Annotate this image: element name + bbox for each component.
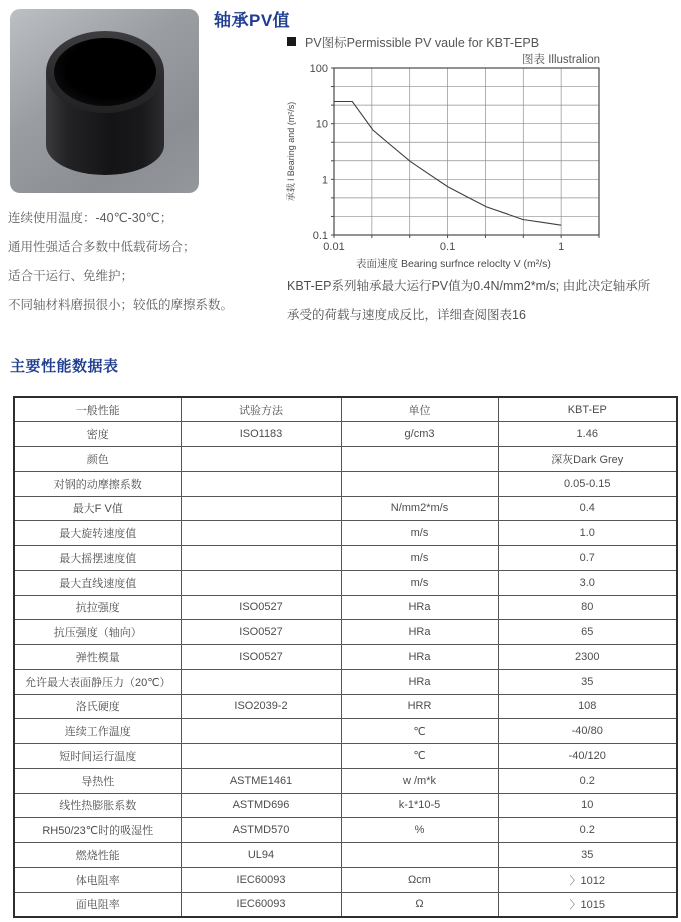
chart-subtitle: 图表 Illustralion — [522, 54, 600, 66]
table-cell: 颜色 — [14, 447, 181, 472]
bullet-square-icon — [287, 37, 296, 46]
table-cell: HRa — [341, 669, 498, 694]
table-cell: g/cm3 — [341, 422, 498, 447]
performance-table — [13, 396, 678, 918]
table-cell: 深灰Dark Grey — [498, 447, 677, 472]
table-cell: ISO2039-2 — [181, 694, 341, 719]
table-cell: 弹性模量 — [14, 645, 181, 670]
table-cell: N/mm2*m/s — [341, 496, 498, 521]
table-cell — [181, 521, 341, 546]
svg-text:10: 10 — [315, 118, 328, 131]
table-row — [14, 867, 677, 892]
table-cell — [341, 447, 498, 472]
performance-table-body — [14, 422, 677, 917]
bushing-bore — [54, 38, 156, 106]
table-cell: 〉1012 — [498, 867, 677, 892]
table-cell: ASTMD570 — [181, 818, 341, 843]
table-row — [14, 447, 677, 472]
table-cell: 0.2 — [498, 768, 677, 793]
table-cell — [341, 843, 498, 868]
chart-note-line: 承受的荷载与速度成反比，详细查阅图表16 — [287, 308, 526, 322]
table-cell: 抗拉强度 — [14, 595, 181, 620]
table-row — [14, 768, 677, 793]
table-cell: 2300 — [498, 645, 677, 670]
chart-caption — [287, 33, 539, 51]
table-cell — [181, 744, 341, 769]
table-cell: 密度 — [14, 422, 181, 447]
table-cell — [181, 546, 341, 571]
table-cell: 最大F V值 — [14, 496, 181, 521]
table-cell: 0.2 — [498, 818, 677, 843]
table-cell: 35 — [498, 669, 677, 694]
table-cell: 最大直线速度值 — [14, 570, 181, 595]
table-header-cell: 一般性能 — [14, 397, 181, 422]
table-row — [14, 793, 677, 818]
table-cell: -40/120 — [498, 744, 677, 769]
table-cell: 抗压强度（轴向） — [14, 620, 181, 645]
table-cell — [181, 447, 341, 472]
table-header-cell: 试验方法 — [181, 397, 341, 422]
table-cell — [181, 669, 341, 694]
table-cell: ASTME1461 — [181, 768, 341, 793]
table-cell: ISO0527 — [181, 645, 341, 670]
product-note-line: 通用性强适合多数中低载荷场合； — [8, 240, 196, 254]
table-cell: 65 — [498, 620, 677, 645]
table-row — [14, 645, 677, 670]
section-title: 主要性能数据表 — [10, 358, 119, 375]
table-cell: Ω — [341, 892, 498, 917]
table-cell: k-1*10-5 — [341, 793, 498, 818]
table-cell: HRa — [341, 595, 498, 620]
table-cell: ISO0527 — [181, 620, 341, 645]
svg-text:0.1: 0.1 — [312, 230, 328, 242]
table-row — [14, 669, 677, 694]
table-cell: ℃ — [341, 744, 498, 769]
table-cell: UL94 — [181, 843, 341, 868]
svg-text:0.1: 0.1 — [439, 241, 456, 253]
table-cell — [181, 570, 341, 595]
svg-text:1: 1 — [321, 174, 328, 187]
table-cell: 0.05-0.15 — [498, 471, 677, 496]
table-row — [14, 620, 677, 645]
table-cell: 1.46 — [498, 422, 677, 447]
table-cell — [341, 471, 498, 496]
table-cell: ISO1183 — [181, 422, 341, 447]
table-row — [14, 496, 677, 521]
table-cell: ISO0527 — [181, 595, 341, 620]
table-cell: 1.0 — [498, 521, 677, 546]
table-cell: IEC60093 — [181, 867, 341, 892]
svg-text:表面速度 Bearing surfnce reloclt: 表面速度 Bearing surfnce reloclty V (m²/s) — [356, 258, 551, 270]
table-header-cell: 单位 — [341, 397, 498, 422]
svg-text:100: 100 — [309, 63, 328, 75]
page-title: 轴承PV值 — [214, 11, 291, 30]
table-header-cell: KBT-EP — [498, 397, 677, 422]
table-cell: 80 — [498, 595, 677, 620]
chart-note-line: KBT-EP系列轴承最大运行PV值为0.4N/mm2*m/s; 由此决定轴承所 — [287, 279, 651, 293]
table-cell: 0.4 — [498, 496, 677, 521]
table-cell: 最大旋转速度值 — [14, 521, 181, 546]
table-row — [14, 719, 677, 744]
table-cell: 允许最大表面静压力（20℃） — [14, 669, 181, 694]
table-cell: 〉1015 — [498, 892, 677, 917]
svg-text:0.01: 0.01 — [323, 241, 345, 253]
table-row — [14, 843, 677, 868]
table-cell: 面电阻率 — [14, 892, 181, 917]
table-cell: 10 — [498, 793, 677, 818]
table-row — [14, 818, 677, 843]
table-cell: ASTMD696 — [181, 793, 341, 818]
table-cell: % — [341, 818, 498, 843]
product-photo — [10, 9, 199, 193]
table-cell: -40/80 — [498, 719, 677, 744]
table-cell: 洛氏硬度 — [14, 694, 181, 719]
table-cell: HRa — [341, 645, 498, 670]
table-cell: HRa — [341, 620, 498, 645]
product-notes — [8, 210, 278, 326]
product-note-line: 不同轴材料磨损很小；较低的摩擦系数。 — [8, 298, 234, 312]
table-cell: 3.0 — [498, 570, 677, 595]
chart-caption-label: PV图标Permissible PV vaule for KBT-EPB — [305, 36, 540, 50]
table-cell: 0.7 — [498, 546, 677, 571]
table-cell: 最大摇摆速度值 — [14, 546, 181, 571]
table-cell: 线性热膨胀系数 — [14, 793, 181, 818]
table-cell: 连续工作温度 — [14, 719, 181, 744]
table-cell: Ωcm — [341, 867, 498, 892]
table-cell: HRR — [341, 694, 498, 719]
table-cell — [181, 496, 341, 521]
table-row — [14, 744, 677, 769]
svg-text:承载 l Bearing and (m²/s): 承载 l Bearing and (m²/s) — [286, 101, 296, 202]
table-cell: w /m*k — [341, 768, 498, 793]
product-note-line: 适合干运行、免维护； — [8, 269, 134, 283]
table-cell: 燃烧性能 — [14, 843, 181, 868]
table-cell: m/s — [341, 546, 498, 571]
table-cell: 108 — [498, 694, 677, 719]
table-row — [14, 570, 677, 595]
table-header-row — [14, 397, 677, 422]
table-row — [14, 521, 677, 546]
table-row — [14, 471, 677, 496]
table-cell: 对钢的动摩擦系数 — [14, 471, 181, 496]
chart-notes — [287, 272, 677, 330]
table-cell: 体电阻率 — [14, 867, 181, 892]
pv-chart — [283, 62, 628, 277]
table-cell — [181, 719, 341, 744]
table-cell: ℃ — [341, 719, 498, 744]
table-cell: m/s — [341, 570, 498, 595]
table-cell — [181, 471, 341, 496]
table-row — [14, 422, 677, 447]
table-row — [14, 595, 677, 620]
table-cell: m/s — [341, 521, 498, 546]
table-row — [14, 694, 677, 719]
svg-text:1: 1 — [558, 241, 565, 253]
table-row — [14, 546, 677, 571]
table-cell: 短时间运行温度 — [14, 744, 181, 769]
table-cell: 35 — [498, 843, 677, 868]
table-cell: RH50/23℃时的吸湿性 — [14, 818, 181, 843]
product-note-line: 连续使用温度：-40℃-30℃； — [8, 211, 173, 225]
bearing-bushing-image — [46, 31, 164, 177]
table-cell: IEC60093 — [181, 892, 341, 917]
table-row — [14, 892, 677, 917]
table-cell: 导热性 — [14, 768, 181, 793]
